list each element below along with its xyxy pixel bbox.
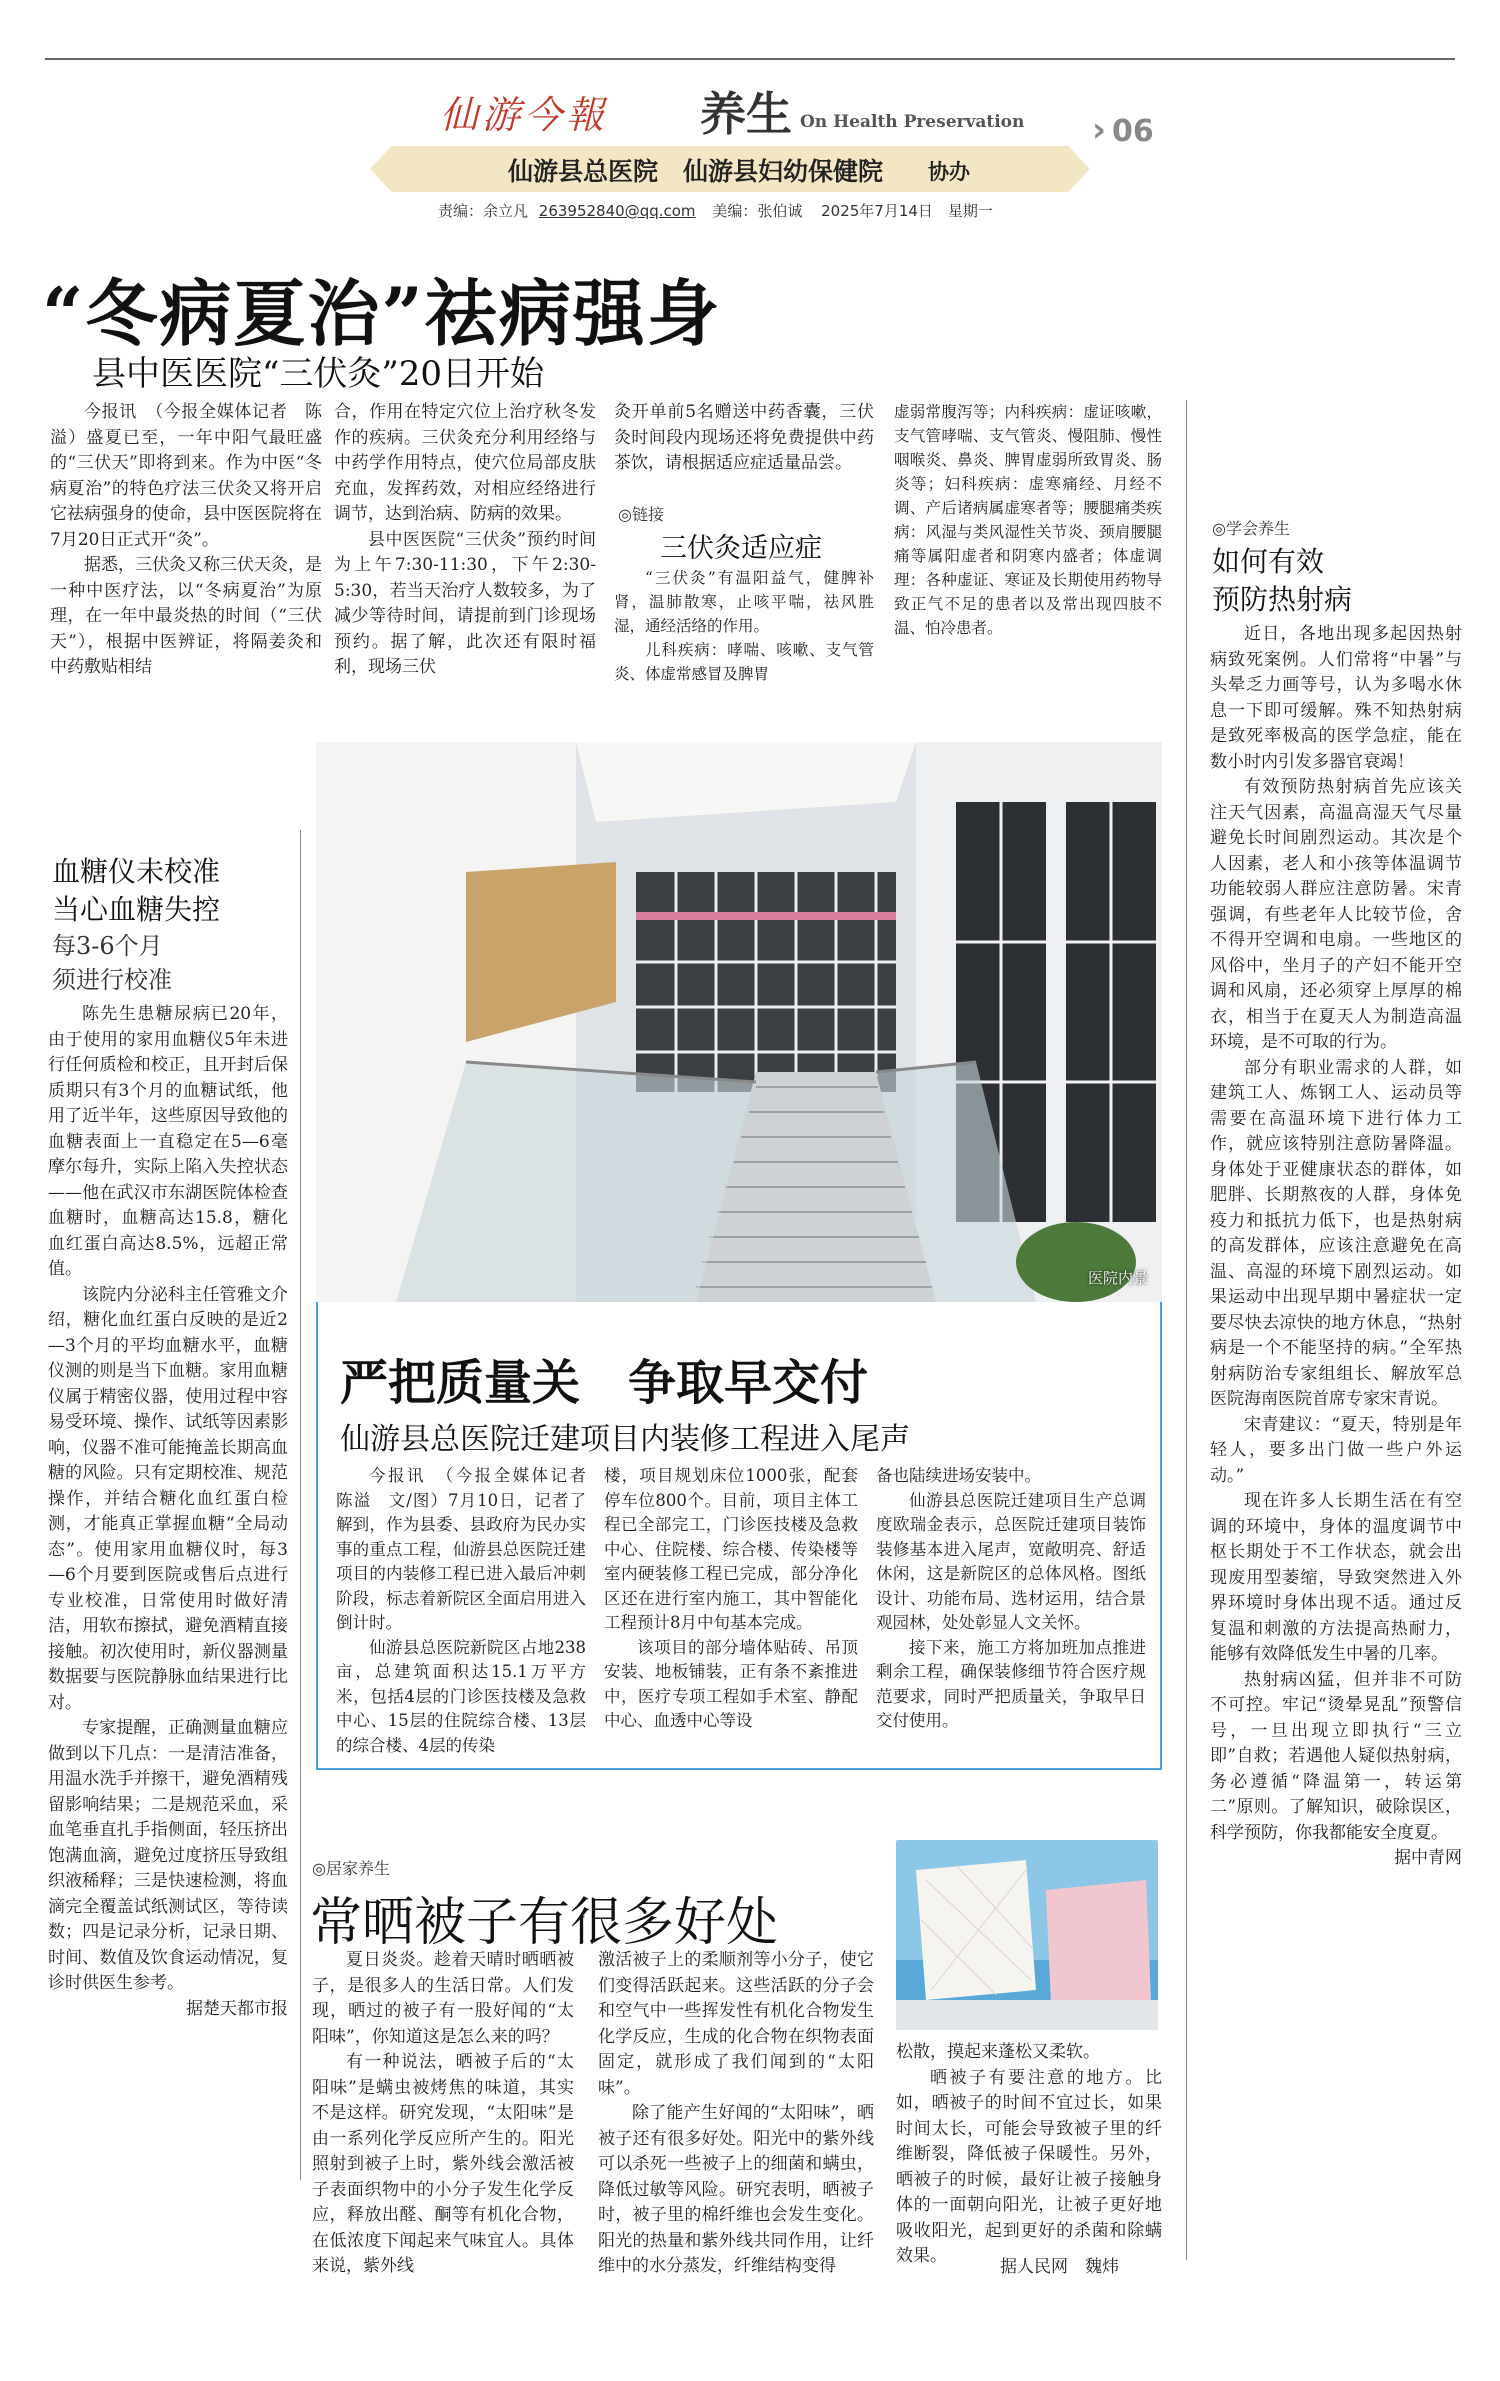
lead-paragraph: 合，作用在特定穴位上治疗秋冬发作的疾病。三伏灸充分利用经络与中药学作用特点，使穴位局部皮肤充血，发挥药效，对相应经络进行调节，达到治病、防病的效果。: [334, 402, 596, 524]
left-paragraph: 陈先生患糖尿病已20年，由于使用的家用血糖仪5年未进行任何质检和校正，且开封后保质期只有3个月的血糖试纸，他用了近半年，这些原因导致他的血糖表面上一直稳定在5—6毫摩尔每升，实际上陷入失控状态——他在武汉市东湖医院体检查血糖时，血糖高达15.8，糖化血红蛋白高达8.5%，远超正常值。: [48, 1004, 288, 1279]
lead-col-2: [334, 400, 596, 690]
right-paragraph: 宋青建议：“夏天，特别是年轻人，要多出门做一些户外运动。”: [1210, 1414, 1462, 1486]
designer-name: 美编：张伯诚: [712, 202, 803, 220]
page-number-arrow: ›: [1092, 110, 1107, 150]
right-paragraph: 近日，各地出现多起因热射病致死案例。人们常将“中暑”与头晕乏力画等号，认为多喝水休息一下即可缓解。殊不知热射病是致死率极高的医学急症，能在数小时内引发多器官衰竭！: [1210, 624, 1462, 772]
feature-paragraph: 今报讯 （今报全媒体记者 陈溢 文/图）7月10日，记者了解到，作为县委、县政府为民办实事的重点工程，仙游县总医院迁建项目的内装修工程已进入最后冲刺阶段，标志着新院区全面启用进入倒计时。: [336, 1466, 603, 1632]
bottom-col-2: [598, 1948, 874, 2276]
lead-col-1: [50, 400, 322, 690]
lead-paragraph: 县中医医院“三伏灸”预约时间为上午7:30-11:30，下午2:30-5:30，若当天治疗人数较多，为了减少等待时间，请提前到门诊现场预约。据了解，此次还有限时福利，现场三伏: [334, 529, 596, 677]
bottom-paragraph: 激活被子上的柔顺剂等小分子，使它们变得活跃起来。这些活跃的分子会和空气中一些挥发性有机化合物发生化学反应，生成的化合物在织物表面固定，就形成了我们闻到的“太阳味”。: [598, 1950, 874, 2098]
lead-paragraph: 据悉，三伏灸又称三伏天灸，是一种中医疗法，以“冬病夏治”为原理，在一年中最炎热的时间（“三伏天”），根据中医辨证，将隔姜灸和中药敷贴相结: [50, 555, 322, 677]
right-col-tag: ◎学会养生: [1212, 519, 1290, 538]
feature-paragraph: 接下来，施工方将加班加点推进剩余工程，确保装修细节符合医疗规范要求，同时严把质量关，争取早日交付使用。: [876, 1637, 1146, 1730]
feature-paragraph: 仙游县总医院新院区占地238亩，总建筑面积达15.1万平方米，包括4层的门诊医技楼及急救中心、15层的住院综合楼、13层的综合楼、4层的传染: [336, 1637, 586, 1755]
bottom-paragraph: 有一种说法，晒被子后的“太阳味”是螨虫被烤焦的味道，其实不是这样。研究发现，“太阳味”是由一系列化学反应所产生的。阳光照射到被子上时，紫外线会激活被子表面织物中的小分子发生化学反应，释放出醛、酮等有机化合物，在低浓度下闻起来气味宜人。具体来说，紫外线: [312, 2052, 574, 2276]
bottom-paragraph: 松散，摸起来蓬松又柔软。: [896, 2042, 1100, 2062]
column-divider: [1186, 400, 1187, 2260]
lead-sidebar-text: [614, 566, 874, 690]
lead-subheadline: 县中医医院“三伏灸”20日开始: [92, 354, 545, 394]
bottom-col-3: [896, 2040, 1162, 2266]
top-rule: [45, 58, 1455, 60]
page-number: 06: [1112, 114, 1154, 149]
editor-name: 责编：余立凡: [438, 202, 529, 220]
left-paragraph: 专家提醒，正确测量血糖应做到以下几点：一是清洁准备，用温水洗手并擦干，避免酒精残留影响结果；二是规范采血，采血笔垂直扎手指侧面，轻压挤出饱满血滴，避免过度挤压导致组织液稀释；三是快速检测，将血滴完全覆盖试纸测试区，等待读数；四是记录分析，记录日期、时间、数值及饮食运动情况，复诊时供医生参考。: [48, 1718, 288, 1993]
feature-col-1: [336, 1464, 603, 1760]
lead-paragraph: 虚弱常腹泻等；内科疾病：虚证咳嗽，支气管哮喘、支气管炎、慢阻肺、慢性咽喉炎、鼻炎、脾胃虚弱所致胃炎、肠炎等；妇科疾病：虚寒痛经、月经不调、产后诸病属虚寒者等；腰腿痛类疾病：风湿与类风湿性关节炎、颈肩腰腿痛等属阳虚者和阴寒内盛者；体虚调理：各种虚证、寒证及长期使用药物导致正气不足的患者以及常出现四肢不温、怕冷患者。: [894, 403, 1162, 637]
lead-col-3: [614, 400, 874, 500]
right-paragraph: 部分有职业需求的人群，如建筑工人、炼钢工人、运动员等需要在高温环境下进行体力工作，就应该特别注意防暑降温。身体处于亚健康状态的群体，如肥胖、长期熬夜的人群，身体免疫力和抵抗力低下，也是热射病的高发群体，应该注意避免在高温、高湿的环境下剧烈运动。如果运动中出现早期中暑症状一定要尽快去凉快的地方休息，“热射病是一个不能坚持的病。”全军热射病防治专家组组长、解放军总医院海南医院首席专家宋青说。: [1210, 1057, 1462, 1409]
editor-email[interactable]: 263952840@qq.com: [538, 202, 696, 220]
lead-paragraph: 灸开单前5名赠送中药香囊，三伏灸时间段内现场还将免费提供中药茶饮，请根据适应症适量品尝。: [614, 402, 874, 473]
photo-caption: 医院内景: [1087, 1269, 1148, 1287]
right-col-title-1: 如何有效: [1212, 545, 1325, 578]
column-divider: [300, 830, 301, 2180]
left-col-subtitle-1: 每3-6个月: [52, 932, 163, 960]
left-paragraph: 该院内分泌科主任管雅文介绍，糖化血红蛋白反映的是近2—3个月的平均血糖水平，血糖仪测的则是当下血糖。家用血糖仪属于精密仪器，使用过程中容易受环境、操作、试纸等因素影响，仪器不准可能掩盖长期高血糖的风险。只有定期校准、规范操作，并结合糖化血红蛋白检测，才能真正掌握血糖“全局动态”。使用家用血糖仪时，每3—6个月要到医院或售后点进行专业校准，日常使用时做好清洁，用软布擦拭，避免酒精直接接触。初次使用时，新仪器测量数据要与医院静脉血结果进行比对。: [48, 1284, 288, 1713]
feature-paragraph: 仙游县总医院迁建项目生产总调度欧瑞金表示，总医院迁建项目装饰装修基本进入尾声，宽敞明亮、舒适休闲，这是新院区的总体风格。图纸设计、功能布局、选材运用，结合景观园林，处处彰显人文关怀。: [876, 1490, 1146, 1632]
lead-paragraph: 今报讯 （今报全媒体记者 陈溢）盛夏已至，一年中阳气最旺盛的“三伏天”即将到来。作为中医“冬病夏治”的特色疗法三伏灸又将开启它祛病强身的使命，县中医医院将在7月20日正式开“灸”。: [50, 402, 322, 550]
right-paragraph: 现在许多人长期生活在有空调的环境中，身体的温度调节中枢长期处于不工作状态，就会出现废用型萎缩，导致突然进入外界环境时身体出现不适。通过反复温和刺激的方法提高热耐力，能够有效降低发生中暑的几率。: [1210, 1491, 1462, 1664]
bottom-paragraph: 夏日炎炎。趁着天晴时晒晒被子，是很多人的生活日常。人们发现，晒过的被子有一股好闻的“太阳味”，你知道这是怎么来的吗？: [312, 1950, 574, 2047]
date-line: 2025年7月14日 星期一: [821, 202, 993, 220]
right-col-title-2: 预防热射病: [1212, 583, 1353, 616]
quilt-photo: [896, 1840, 1158, 2030]
sponsor-suffix: 协办: [928, 159, 970, 184]
bottom-paragraph: 除了能产生好闻的“太阳味”，晒被子还有很多好处。阳光中的紫外线可以杀死一些被子上的细菌和螨虫，降低过敏等风险。研究表明，晒被子时，被子里的棉纤维也会发生变化。阳光的热量和紫外线共同作用，让纤维中的水分蒸发，纤维结构变得: [598, 2103, 874, 2276]
left-col-title-2: 当心血糖失控: [52, 893, 221, 926]
hospital-interior-photo: [316, 742, 1162, 1302]
bottom-tag: ◎居家养生: [312, 1859, 390, 1878]
feature-paragraph: 楼，项目规划床位1000张，配套停车位800个。目前，项目主体工程已全部完工，门诊医技楼及急救中心、住院楼、综合楼、传染楼等室内硬装修工程已完成，部分净化区还在进行室内施工，其中智能化工程预计8月中旬基本完成。: [604, 1466, 858, 1632]
right-col-body: [1210, 622, 1462, 2222]
sidebar-paragraph: “三伏灸”有温阳益气，健脾补肾，温肺散寒，止咳平喘，祛风胜湿，通经活络的作用。: [614, 569, 874, 635]
lead-sidebar-tag: ◎链接: [618, 505, 664, 524]
feature-col-2: [604, 1464, 858, 1760]
section-title-en: On Health Preservation: [800, 112, 1025, 132]
editor-line: [438, 200, 993, 221]
sidebar-paragraph: 儿科疾病：哮喘、咳嗽、支气管炎、体虚常感冒及脾胃: [614, 641, 874, 683]
quilt-illustration: [896, 1840, 1158, 2030]
bottom-headline: 常晒被子有很多好处: [310, 1893, 779, 1953]
left-col-title-1: 血糖仪未校准: [52, 855, 221, 888]
feature-headline: 严把质量关 争取早交付: [340, 1355, 869, 1411]
feature-paragraph: 该项目的部分墙体贴砖、吊顶安装、地板铺装，正有条不紊推进中，医疗专项工程如手术室、静配中心、血透中心等设: [604, 1637, 858, 1730]
lead-col-4: [894, 400, 1162, 690]
lead-sidebar-title: 三伏灸适应症: [660, 533, 822, 564]
feature-subheadline: 仙游县总医院迁建项目内装修工程进入尾声: [340, 1422, 910, 1457]
left-col-subtitle-2: 须进行校准: [52, 966, 172, 994]
left-col-body: [48, 1002, 288, 2232]
feature-col-3: [876, 1464, 1146, 1760]
right-source: 据中青网: [1394, 1848, 1462, 1868]
right-paragraph: 有效预防热射病首先应该关注天气因素，高温高湿天气尽量避免长时间剧烈运动。其次是个人因素，老人和小孩等体温调节功能较弱人群应注意防暑。宋青强调，有些老年人比较节俭，舍不得开空调和电扇。一些地区的风俗中，坐月子的产妇不能开空调和风扇，还必须穿上厚厚的棉衣，相当于在夏天人为制造高温环境，是不可取的行为。: [1210, 777, 1462, 1052]
left-source: 据楚天都市报: [186, 1998, 288, 2019]
section-title: 养生: [700, 87, 792, 141]
sponsor-names: 仙游县总医院 仙游县妇幼保健院: [508, 157, 884, 186]
photo-illustration: [316, 742, 1162, 1302]
bottom-source: 据人民网 魏炜: [1000, 2257, 1119, 2277]
feature-paragraph: 备也陆续进场安装中。: [876, 1466, 1041, 1485]
bottom-col-1: [312, 1948, 574, 2276]
bottom-paragraph: 晒被子有要注意的地方。比如，晒被子的时间不宜过长，如果时间太长，可能会导致被子里的纤维断裂，降低被子保暖性。另外，晒被子的时候，最好让被子接触身体的一面朝向阳光，让被子更好地吸收阳光，起到更好的杀菌和除螨效果。: [896, 2067, 1162, 2266]
paper-name: 仙游今報: [440, 93, 609, 137]
lead-headline: “冬病夏治”祛病强身: [42, 271, 721, 356]
right-paragraph: 热射病凶猛，但并非不可防不可控。牢记“烫晕晃乱”预警信号，一旦出现立即执行“三立即”自救；若遇他人疑似热射病，务必遵循“降温第一，转运第二”原则。了解知识，破除误区，科学预防，你我都能安全度夏。: [1210, 1669, 1462, 1843]
